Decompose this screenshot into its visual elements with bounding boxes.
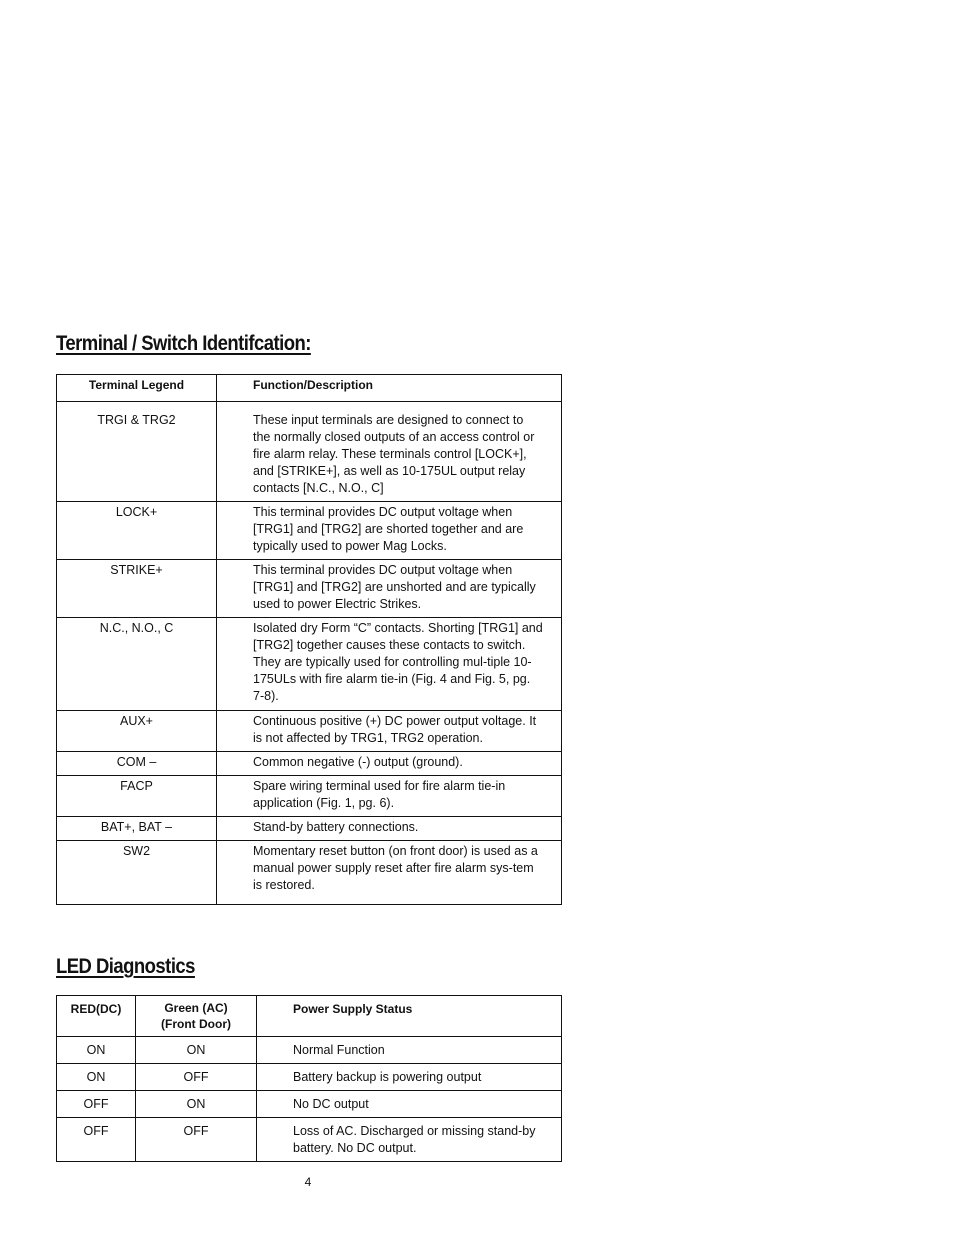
terminal-description-cell: Stand-by battery connections. [217, 817, 562, 841]
terminal-row [57, 752, 562, 776]
terminal-row [57, 776, 562, 817]
led-section-heading: LED Diagnostics [56, 955, 195, 978]
terminal-row [57, 560, 562, 618]
column-header-function-description: Function/Description [217, 375, 562, 402]
terminal-row [57, 502, 562, 560]
terminal-description-cell: Isolated dry Form “C” contacts. Shorting [TRG1] and [TRG2] together causes these contacts to switch. They are typically used for controlling mul-tiple 10-175ULs with fire alarm tie-in (Fig. 4 and Fig. 5, pg. 7-8). [217, 618, 562, 711]
terminal-legend-cell: SW2 [57, 841, 217, 905]
terminal-table-body [57, 402, 562, 905]
terminal-table-header [57, 375, 562, 402]
terminal-description-cell: Continuous positive (+) DC power output voltage. It is not affected by TRG1, TRG2 operation. [217, 711, 562, 752]
column-header-green-ac: Green (AC) (Front Door) [136, 996, 257, 1037]
led-red-cell: ON [57, 1037, 136, 1064]
terminal-table [56, 374, 562, 905]
led-green-cell: OFF [136, 1064, 257, 1091]
terminal-description-cell: Common negative (-) output (ground). [217, 752, 562, 776]
terminal-description-cell: These input terminals are designed to connect to the normally closed outputs of an access control or fire alarm relay. These terminals control [LOCK+], and [STRIKE+], as well as 10-175UL output relay contacts [N.C., N.O., C] [217, 402, 562, 502]
terminal-legend-cell: FACP [57, 776, 217, 817]
led-row [57, 1064, 562, 1091]
terminal-legend-cell: TRGI & TRG2 [57, 402, 217, 502]
terminal-row [57, 618, 562, 711]
terminal-description-cell: This terminal provides DC output voltage when [TRG1] and [TRG2] are unshorted and are typically used to power Electric Strikes. [217, 560, 562, 618]
terminal-section-heading: Terminal / Switch Identifcation: [56, 332, 311, 355]
led-status-cell: Loss of AC. Discharged or missing stand-by battery. No DC output. [257, 1118, 562, 1162]
led-status-cell: No DC output [257, 1091, 562, 1118]
led-red-cell: OFF [57, 1118, 136, 1162]
led-red-cell: ON [57, 1064, 136, 1091]
led-table [56, 995, 562, 1162]
terminal-row [57, 402, 562, 502]
column-header-power-supply-status: Power Supply Status [257, 996, 562, 1037]
terminal-legend-cell: LOCK+ [57, 502, 217, 560]
led-red-cell: OFF [57, 1091, 136, 1118]
led-green-cell: ON [136, 1091, 257, 1118]
led-row [57, 1091, 562, 1118]
terminal-row [57, 841, 562, 905]
led-status-cell: Battery backup is powering output [257, 1064, 562, 1091]
terminal-legend-cell: AUX+ [57, 711, 217, 752]
terminal-legend-cell: N.C., N.O., C [57, 618, 217, 711]
led-row [57, 1037, 562, 1064]
led-green-cell: ON [136, 1037, 257, 1064]
led-green-cell: OFF [136, 1118, 257, 1162]
column-header-terminal-legend: Terminal Legend [57, 375, 217, 402]
terminal-legend-cell: COM – [57, 752, 217, 776]
terminal-legend-cell: BAT+, BAT – [57, 817, 217, 841]
led-table-header [57, 996, 562, 1037]
terminal-description-cell: Momentary reset button (on front door) is used as a manual power supply reset after fire alarm sys-tem is restored. [217, 841, 562, 905]
page-number: 4 [304, 1175, 312, 1189]
led-status-cell: Normal Function [257, 1037, 562, 1064]
terminal-description-cell: Spare wiring terminal used for fire alarm tie-in application (Fig. 1, pg. 6). [217, 776, 562, 817]
terminal-row [57, 711, 562, 752]
led-row [57, 1118, 562, 1162]
terminal-description-cell: This terminal provides DC output voltage when [TRG1] and [TRG2] are shorted together and are typically used to power Mag Locks. [217, 502, 562, 560]
terminal-row [57, 817, 562, 841]
terminal-legend-cell: STRIKE+ [57, 560, 217, 618]
led-table-body [57, 1037, 562, 1162]
column-header-red-dc: RED(DC) [57, 996, 136, 1037]
